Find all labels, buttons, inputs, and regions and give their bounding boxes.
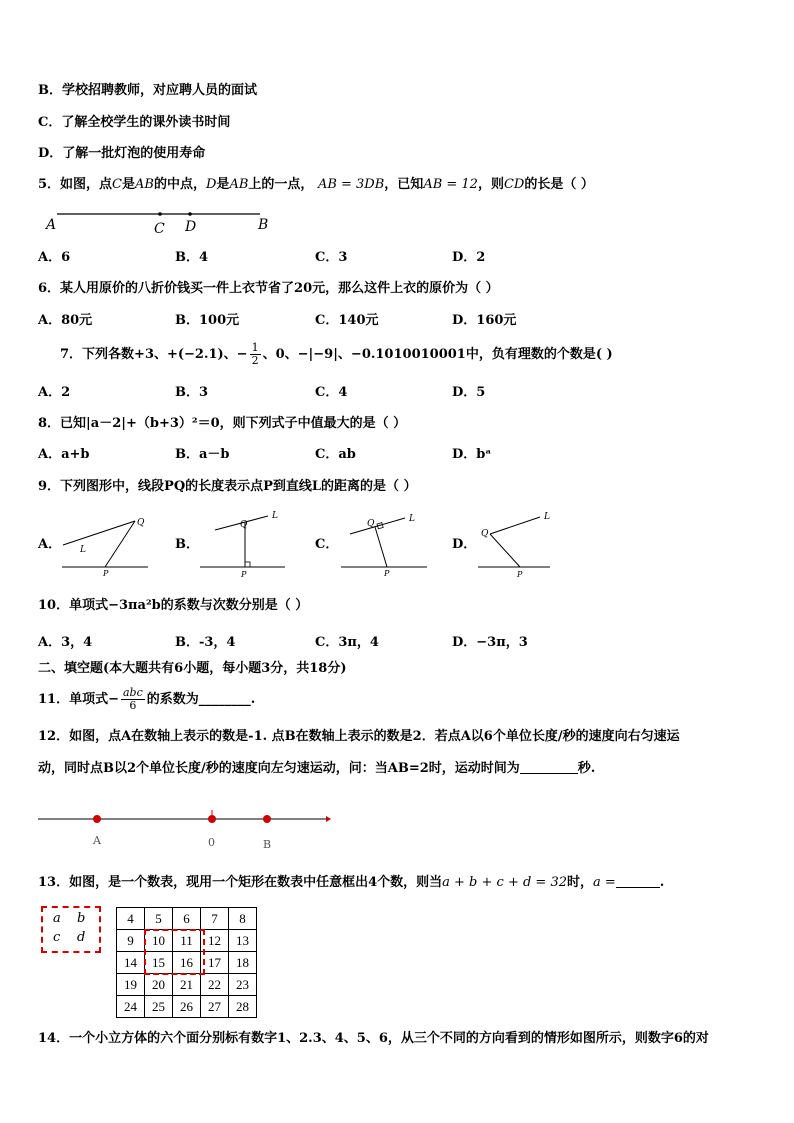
q8-option-c: C．ab xyxy=(315,447,356,462)
q4-option-d: D．了解一批灯泡的使用寿命 xyxy=(38,146,206,161)
letter-d: d xyxy=(77,930,86,945)
svg-text:Q: Q xyxy=(367,519,375,529)
q9-option-b: B． xyxy=(175,537,199,552)
point-a xyxy=(93,815,101,823)
q4-option-b: B．学校招聘教师，对应聘人员的面试 xyxy=(38,83,257,98)
table-row: 9 10 11 12 13 xyxy=(117,930,257,952)
svg-text:P: P xyxy=(103,569,109,578)
axis-label-0: 0 xyxy=(208,836,215,849)
q8-stem: 8．已知|a－2|+（b+3）²＝0，则下列式子中值最大的是（ ） xyxy=(38,416,407,431)
table-row: 14 15 16 17 18 xyxy=(117,952,257,974)
q7-option-b: B．3 xyxy=(175,385,209,400)
q6-option-a: A．80元 xyxy=(38,313,93,328)
q9-stem: 9．下列图形中，线段PQ的长度表示点P到直线L的距离的是（ ） xyxy=(38,479,417,494)
letter-a: a xyxy=(53,911,61,926)
svg-text:L: L xyxy=(409,514,415,524)
svg-text:Q: Q xyxy=(481,529,489,539)
q6-stem: 6．某人用原价的八折价钱买一件上衣节省了20元，那么这件上衣的原价为（ ） xyxy=(38,281,499,296)
q14-stem: 14．一个小立方体的六个面分别标有数字1、2.3、4、5、6，从三个不同的方向看到的情形如图所示，则数字6的对 xyxy=(38,1031,709,1046)
section-2-heading: 二、填空题(本大题共有6小题，每小题3分，共18分) xyxy=(38,661,347,676)
q9-option-c: C． xyxy=(315,537,339,552)
q10-option-a: A．3，4 xyxy=(38,635,93,650)
q12-line-2: 动，同时点B以2个单位长度/秒的速度向左匀速运动，问：当AB=2时，运动时间为 秒. xyxy=(38,761,596,776)
table-row: 19 20 21 22 23 xyxy=(117,974,257,996)
q7-stem: 7．下列各数+3、+(−2.1)、− $\frac{1}{2}$ 、0、−|−9|、−0.1010010001中，负有理数的个数是( ) xyxy=(60,341,613,367)
q10-option-b: B．-3，4 xyxy=(175,635,236,650)
point-b xyxy=(263,815,271,823)
q8-option-a: A．a+b xyxy=(38,447,90,462)
table-row: 4 5 6 7 8 xyxy=(117,908,257,930)
q7-option-c: C．4 xyxy=(315,385,348,400)
q13-answer-blank[interactable] xyxy=(616,873,660,888)
q7-option-a: A．2 xyxy=(38,385,71,400)
q5-stem: 5．如图，点C是AB的中点，D是AB上的一点， AB = 3DB，已知AB = 12，则CD的长是（ ） xyxy=(38,177,594,192)
q8-option-d: D．bᵃ xyxy=(452,447,492,462)
svg-text:P: P xyxy=(241,570,247,579)
q6-option-c: C．140元 xyxy=(315,313,379,328)
q7-option-d: D．5 xyxy=(452,385,486,400)
svg-text:Q: Q xyxy=(240,520,248,530)
q12-line-1: 12．如图，点A在数轴上表示的数是-1. 点B在数轴上表示的数是2．若点A以6个单位长度/秒的速度向右匀速运 xyxy=(38,729,680,744)
q10-option-d: D．−3π，3 xyxy=(452,635,528,650)
label-b: B xyxy=(258,217,269,233)
svg-text:L: L xyxy=(272,511,278,521)
q5-option-a: A．6 xyxy=(38,250,71,265)
svg-text:L: L xyxy=(80,545,86,555)
q5-option-b: B．4 xyxy=(175,250,209,265)
letter-c: c xyxy=(53,930,61,945)
q5-option-c: C．3 xyxy=(315,250,348,265)
svg-text:P: P xyxy=(384,569,390,578)
svg-text:L: L xyxy=(544,512,550,522)
axis-label-b: B xyxy=(263,838,272,851)
abcd-frame xyxy=(41,906,101,953)
q6-option-b: B．100元 xyxy=(175,313,240,328)
q6-option-d: D．160元 xyxy=(452,313,517,328)
svg-text:P: P xyxy=(517,570,523,579)
q9-option-d: D． xyxy=(452,537,477,552)
axis-label-a: A xyxy=(93,834,101,847)
letter-b: b xyxy=(77,911,86,926)
q13-stem: 13．如图，是一个数表，现用一个矩形在数表中任意框出4个数，则当a + b + c + d = 32时，a = . xyxy=(38,875,665,890)
q4-option-c: C．了解全校学生的课外读书时间 xyxy=(38,115,231,130)
point-origin xyxy=(208,815,216,823)
table-row: 24 25 26 27 28 xyxy=(117,996,257,1018)
q11-stem: 11．单项式− $\frac{\text{abc}}{6}$ 的系数为________. xyxy=(38,686,256,712)
q10-option-c: C．3π，4 xyxy=(315,635,379,650)
label-c: C xyxy=(154,221,165,237)
label-d: D xyxy=(185,219,197,235)
q5-option-d: D．2 xyxy=(452,250,486,265)
selection-rectangle xyxy=(144,929,205,975)
label-a: A xyxy=(46,217,57,233)
q10-stem: 10．单项式−3πa²b的系数与次数分别是（ ） xyxy=(38,598,309,613)
q9-option-a: A． xyxy=(38,537,62,552)
q8-option-b: B．a－b xyxy=(175,447,230,462)
svg-text:Q: Q xyxy=(137,518,145,528)
